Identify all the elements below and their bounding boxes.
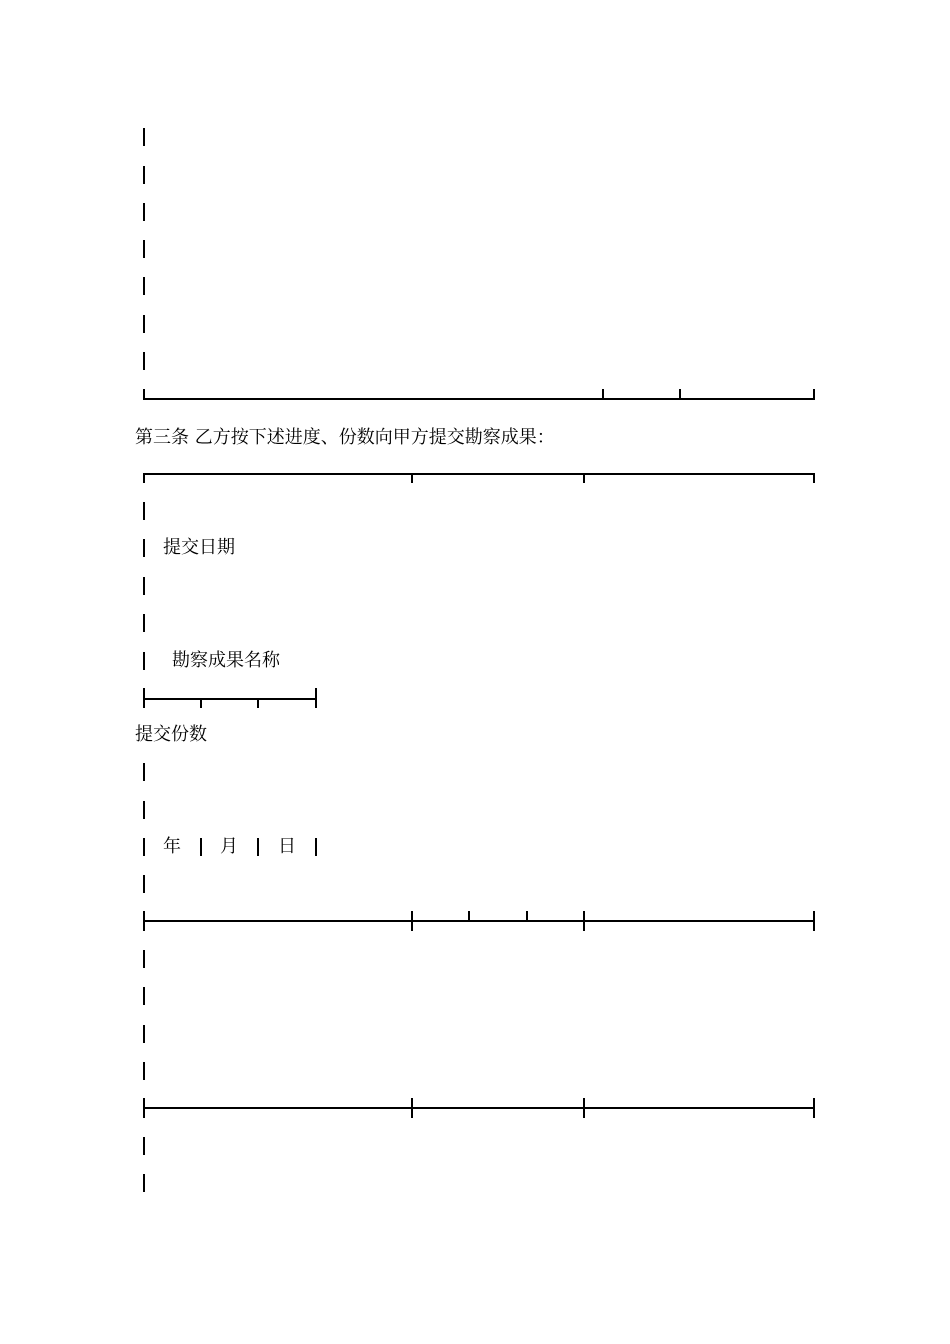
table-joint-tick <box>583 911 585 931</box>
table-joint-tick <box>411 1098 413 1118</box>
table-left-rule <box>143 203 145 221</box>
table-left-rule <box>143 1025 145 1043</box>
table-corner-tick <box>143 389 145 399</box>
table-joint-tick <box>257 698 259 708</box>
table-left-rule <box>143 352 145 370</box>
cell-divider <box>200 838 202 856</box>
copies-label: 提交份数 <box>135 724 207 745</box>
table-joint-tick <box>411 911 413 931</box>
table-left-rule <box>143 950 145 968</box>
table-left-rule <box>143 763 145 781</box>
cell-divider <box>257 838 259 856</box>
table-left-rule <box>143 875 145 893</box>
table-left-rule <box>143 987 145 1005</box>
table-corner-tick <box>143 473 145 483</box>
year-label: 年 <box>163 836 181 857</box>
table-joint-tick <box>583 473 585 483</box>
table-joint-tick <box>813 1098 815 1118</box>
table-left-rule <box>143 614 145 632</box>
table-bottom-border <box>143 398 815 400</box>
table-corner-tick <box>813 389 815 399</box>
cell-divider <box>315 838 317 856</box>
table-left-rule <box>143 128 145 146</box>
table-left-rule <box>143 1174 145 1192</box>
table-left-rule <box>143 577 145 595</box>
date-subcell-border <box>143 698 316 700</box>
table-left-rule <box>143 539 145 557</box>
table-left-rule <box>143 315 145 333</box>
table-joint-tick <box>679 389 681 399</box>
table-joint-tick <box>143 688 145 708</box>
table-joint-tick <box>200 698 202 708</box>
table-row-border <box>143 1107 815 1109</box>
table-joint-tick <box>468 911 470 921</box>
table-joint-tick <box>813 911 815 931</box>
clause-heading: 第三条 乙方按下述进度、份数向甲方提交勘察成果： <box>135 427 555 448</box>
table-left-rule <box>143 838 145 856</box>
table-joint-tick <box>411 473 413 483</box>
table-left-rule <box>143 1137 145 1155</box>
table-left-rule <box>143 652 145 670</box>
submit-date-label: 提交日期 <box>163 537 235 558</box>
table-left-rule <box>143 502 145 520</box>
table-joint-tick <box>526 911 528 921</box>
table-joint-tick <box>583 1098 585 1118</box>
table-corner-tick <box>813 473 815 483</box>
day-label: 日 <box>278 836 296 857</box>
table-left-rule <box>143 277 145 295</box>
table-top-border <box>143 473 815 475</box>
table-left-rule <box>143 801 145 819</box>
table-joint-tick <box>602 389 604 399</box>
result-name-label: 勘察成果名称 <box>172 650 280 671</box>
table-joint-tick <box>315 688 317 708</box>
table-left-rule <box>143 240 145 258</box>
table-joint-tick <box>143 911 145 931</box>
table-left-rule <box>143 166 145 184</box>
table-left-rule <box>143 1062 145 1080</box>
table-joint-tick <box>143 1098 145 1118</box>
table-row-border <box>143 920 815 922</box>
month-label: 月 <box>220 836 238 857</box>
